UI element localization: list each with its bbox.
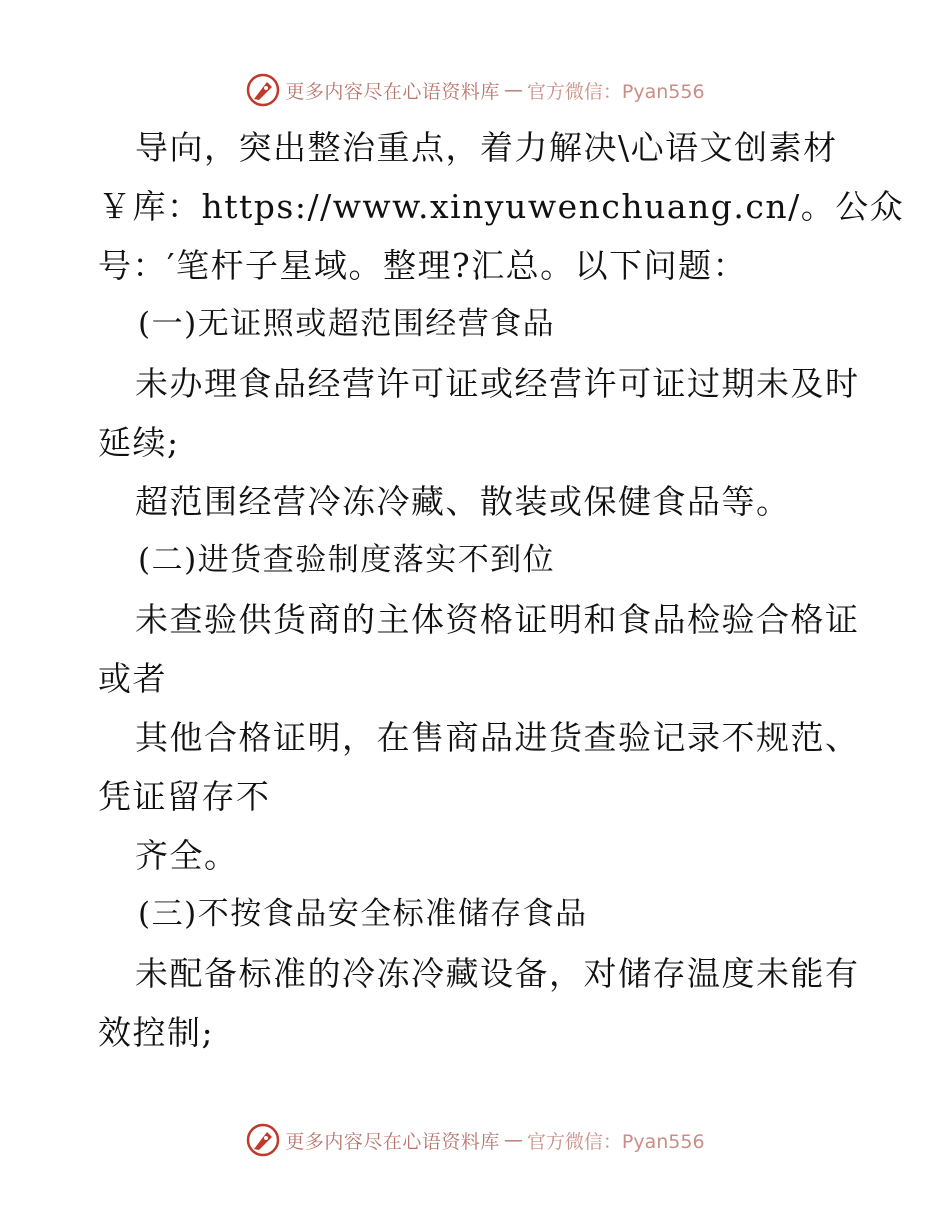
paragraph-line: 未办理食品经营许可证或经营许可证过期未及时 (135, 364, 860, 403)
paragraph-line: 其他合格证明，在售商品进货查验记录不规范、 (135, 718, 860, 757)
banner-text: 更多内容尽在心语资料库 (285, 1130, 500, 1153)
paragraph-line: 齐全。 (135, 836, 239, 875)
paragraph-line: 未配备标准的冷冻冷藏设备，对储存温度未能有 (135, 954, 860, 993)
paragraph-line: 未查验供货商的主体资格证明和食品检验合格证 (135, 600, 860, 639)
paragraph-line: 超范围经营冷冻冷藏、散装或保健食品等。 (135, 482, 791, 521)
pen-nib-logo-icon (245, 1122, 281, 1158)
paragraph-line: 或者 (98, 659, 167, 698)
banner-contact: 官方微信：Pyan556 (526, 80, 705, 103)
banner-contact: 官方微信：Pyan556 (526, 1130, 705, 1153)
section-heading-3: (三)不按食品安全标准储存食品 (138, 896, 588, 932)
paragraph-line: 号：′笔杆子星域。整理?汇总。以下问题： (98, 246, 748, 285)
pen-nib-logo-icon (245, 72, 281, 108)
section-heading-2: (二)进货查验制度落实不到位 (138, 542, 556, 578)
section-heading-1: (一)无证照或超范围经营食品 (138, 306, 556, 342)
paragraph-line: 导向，突出整治重点，着力解决\心语文创素材 (135, 128, 838, 167)
banner-separator: — (503, 1129, 523, 1151)
paragraph-line: 凭证留存不 (98, 777, 271, 816)
banner-text: 更多内容尽在心语资料库 (285, 80, 500, 103)
paragraph-line: 效控制; (98, 1013, 215, 1052)
banner-separator: — (503, 79, 523, 101)
footer-watermark-banner (0, 1120, 950, 1160)
document-body (98, 118, 905, 1062)
paragraph-line: ￥库：https://www.xinyuwenchuang.cn/。公众 (98, 187, 905, 226)
paragraph-line: 延续; (98, 423, 180, 462)
header-watermark-banner (0, 70, 950, 110)
